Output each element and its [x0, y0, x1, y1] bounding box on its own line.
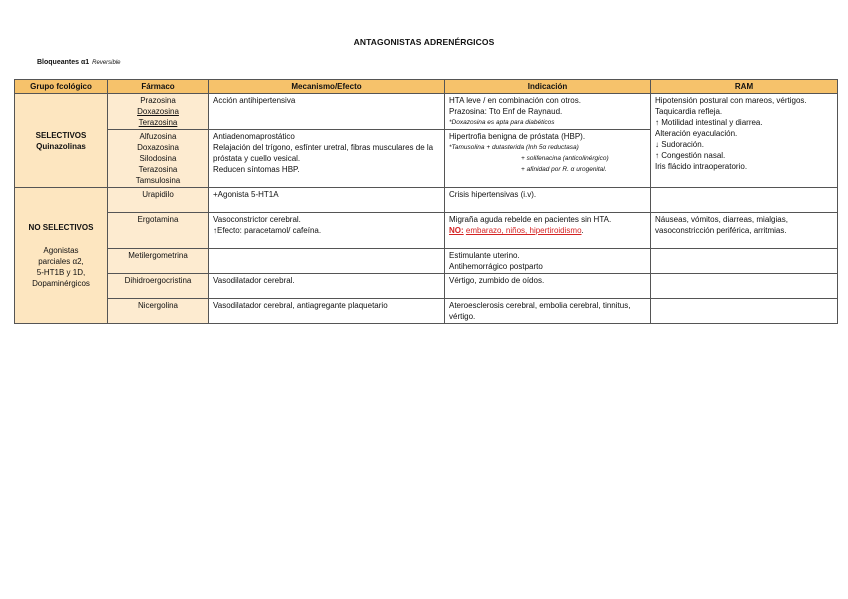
mecanismo-text: Reducen síntomas HBP.: [213, 165, 300, 174]
ram-text: Iris flácido intraoperatorio.: [655, 162, 748, 171]
indicacion-note: *Tamusolina + dutasterida (Inh 5α reductasa): [449, 144, 579, 151]
indicacion-text: Estimulante uterino.: [449, 251, 520, 260]
drug-name: Tamsulosina: [135, 176, 181, 185]
group-sub-line: Agonistas: [43, 246, 79, 255]
drug-name: Terazosina: [138, 165, 178, 174]
indicacion-text: Antihemorrágico postparto: [449, 262, 543, 271]
mecanismo-text: Vasodilatador cerebral, antiagregante plaquetario: [213, 301, 388, 310]
indicacion-text: Ateroesclerosis cerebral, embolia cerebral, tinnitus, vértigo.: [449, 301, 631, 321]
indicacion-cell: [445, 249, 651, 274]
header-indicacion: Indicación: [445, 80, 651, 94]
ram-text: ↓ Sudoración.: [655, 140, 704, 149]
table-row: [15, 213, 838, 249]
drug-name: Urapidilo: [142, 190, 174, 199]
indicacion-text: Crisis hipertensivas (i.v).: [449, 190, 537, 199]
drug-cell: [108, 299, 209, 324]
drug-name: Doxazosina: [137, 143, 179, 152]
mecanismo-text: Acción antihipertensiva: [213, 96, 296, 105]
subtitle-note: Reversible: [92, 60, 121, 66]
indicacion-cell: [445, 299, 651, 324]
header-ram: RAM: [651, 80, 838, 94]
table-row: [15, 188, 838, 213]
indicacion-text: Migraña aguda rebelde en pacientes sin HTA.: [449, 215, 612, 224]
drug-cell: [108, 130, 209, 188]
ram-cell: [651, 213, 838, 249]
drug-cell: [108, 249, 209, 274]
ram-text: ↑ Congestión nasal.: [655, 151, 726, 160]
group-sub-line: 5-HT1B y 1D,: [36, 268, 86, 277]
contra-label: NO:: [449, 226, 464, 235]
drug-cell: [108, 274, 209, 299]
mecanismo-text: +Agonista 5-HT1A: [213, 190, 279, 199]
indicacion-cell: [445, 213, 651, 249]
drug-name: Ergotamina: [137, 215, 179, 224]
group-selectivos-title: SELECTIVOS: [35, 130, 87, 140]
spacer: [112, 286, 204, 297]
group-no-selectivos: [15, 188, 108, 324]
mecanismo-text: Relajación del trígono, esfínter uretral, fibras musculares de la próstata y cuello vesical.: [213, 143, 434, 163]
table-row: [15, 249, 838, 274]
spacer: [112, 225, 204, 247]
drug-name: Nicergolina: [137, 301, 179, 310]
mecanismo-text: ↑Efecto: paracetamol/ cafeína.: [213, 226, 322, 235]
drug-name: Terazosina: [138, 118, 178, 127]
ram-text: ↑ Motilidad intestinal y diarrea.: [655, 118, 763, 127]
table-row: [15, 274, 838, 299]
drug-cell: [108, 94, 209, 130]
mecanismo-text: Antiadenomaprostático: [213, 132, 295, 141]
drug-name: Alfuzosina: [139, 132, 177, 141]
ram-cell: [651, 274, 838, 299]
header-grupo: Grupo fcológico: [15, 80, 108, 94]
mecanismo-text: Vasodilatador cerebral.: [213, 276, 295, 285]
mecanismo-cell: [209, 299, 445, 324]
header-farmaco: Fármaco: [108, 80, 209, 94]
indicacion-cell: [445, 94, 651, 130]
mecanismo-cell: [209, 188, 445, 213]
antagonists-table: [14, 79, 838, 324]
indicacion-text: Prazosina: Tto Enf de Raynaud.: [449, 107, 563, 116]
indicacion-note: + solifenacina (anticolinérgico): [521, 155, 609, 162]
group-selectivos-sub: Quinazolinas: [36, 141, 86, 151]
indicacion-cell: [445, 188, 651, 213]
ram-cell: [651, 188, 838, 213]
drug-name: Doxazosina: [137, 107, 179, 116]
ram-text: Alteración eyaculación.: [655, 129, 738, 138]
contra-text: embarazo, niños, hipertiroidismo: [465, 226, 582, 235]
mecanismo-cell: [209, 94, 445, 130]
mecanismo-cell: [209, 249, 445, 274]
indicacion-text: Hipertrofia benigna de próstata (HBP).: [449, 132, 586, 141]
group-sub-line: Dopaminérgicos: [32, 279, 90, 288]
mecanismo-cell: [209, 274, 445, 299]
drug-name: Silodosina: [139, 154, 177, 163]
ram-text: Hipotensión postural con mareos, vértigos. Taquicardia refleja.: [655, 96, 807, 116]
header-mecanismo: Mecanismo/Efecto: [209, 80, 445, 94]
indicacion-note: + afinidad por R. α urogenital.: [521, 166, 607, 173]
ram-cell: [651, 299, 838, 324]
drug-cell: [108, 188, 209, 213]
mecanismo-cell: [209, 213, 445, 249]
contraindication: NO: embarazo, niños, hipertiroidismo.: [449, 226, 584, 235]
indicacion-cell: [445, 274, 651, 299]
indicacion-text: HTA leve / en combinación con otros.: [449, 96, 581, 105]
ram-cell: [651, 94, 838, 188]
subtitle-label: Bloqueantes α1: [37, 59, 90, 66]
drug-name: Metilergometrina: [128, 251, 188, 260]
page-title: ANTAGONISTAS ADRENÉRGICOS: [353, 37, 495, 47]
ram-text: Náuseas, vómitos, diarreas, mialgias, vasoconstricción periférica, arritmias.: [655, 215, 788, 235]
indicacion-note: *Doxazosina es apta para diabéticos: [449, 119, 555, 126]
indicacion-cell: [445, 130, 651, 188]
drug-name: Prazosina: [140, 96, 176, 105]
header-row: [15, 80, 838, 94]
drug-name: Dihidroergocristina: [124, 276, 192, 285]
mecanismo-cell: [209, 130, 445, 188]
section-subtitle: [37, 59, 121, 66]
ram-cell: [651, 249, 838, 274]
indicacion-text: Vértigo, zumbido de oídos.: [449, 276, 545, 285]
group-selectivos: [15, 94, 108, 188]
group-no-selectivos-title: NO SELECTIVOS: [28, 223, 94, 232]
spacer: [112, 200, 204, 211]
table-row: [15, 299, 838, 324]
table-row: [15, 94, 838, 130]
drug-cell: [108, 213, 209, 249]
group-no-selectivos-sub: [19, 245, 103, 289]
group-sub-line: parciales α2,: [38, 257, 84, 266]
mecanismo-text: Vasoconstrictor cerebral.: [213, 215, 301, 224]
